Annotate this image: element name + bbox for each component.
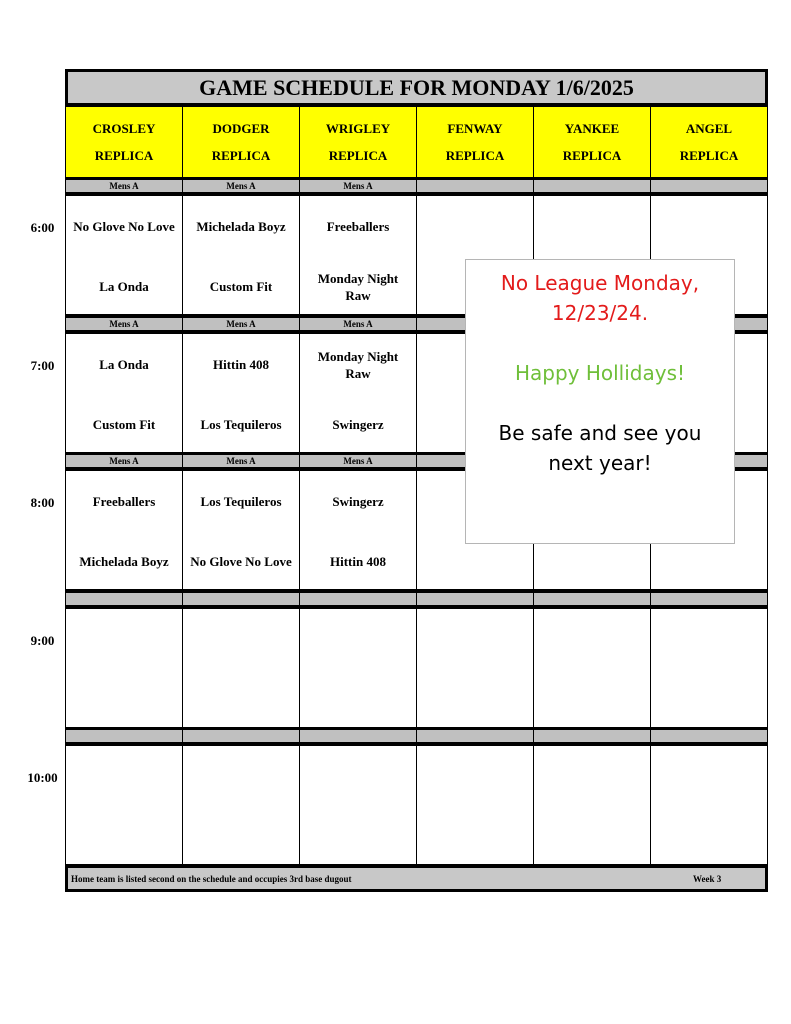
week-label: Week 3 bbox=[693, 874, 722, 884]
division-label bbox=[182, 590, 300, 608]
notice-no-league: No League Monday, 12/23/24. bbox=[500, 271, 700, 325]
time-label: 10:00 bbox=[27, 770, 58, 785]
game-cell bbox=[650, 608, 768, 728]
game-cell bbox=[182, 333, 300, 453]
game-cell bbox=[416, 745, 534, 865]
game-cell bbox=[65, 470, 183, 590]
division-label bbox=[416, 590, 534, 608]
game-cell bbox=[65, 333, 183, 453]
field-name: ANGEL bbox=[685, 121, 733, 136]
division-label bbox=[533, 590, 651, 608]
schedule-footer bbox=[65, 865, 768, 892]
division-label: Mens A bbox=[299, 452, 417, 470]
division-label bbox=[416, 177, 534, 195]
division-label bbox=[182, 727, 300, 745]
away-team: La Onda bbox=[99, 357, 149, 372]
field-sub: REPLICA bbox=[445, 148, 505, 163]
away-team: Los Tequileros bbox=[200, 494, 282, 509]
notice-holidays: Happy Hollidays! bbox=[514, 361, 686, 385]
away-team: Freeballers bbox=[92, 494, 156, 509]
home-team: La Onda bbox=[99, 279, 149, 294]
game-cell bbox=[299, 745, 417, 865]
division-label: Mens A bbox=[299, 315, 417, 333]
division-label bbox=[533, 177, 651, 195]
field-name: DODGER bbox=[212, 121, 270, 136]
game-cell bbox=[65, 745, 183, 865]
away-team: Swingerz bbox=[332, 494, 384, 509]
division-label: Mens A bbox=[65, 177, 183, 195]
away-team: Monday Night Raw bbox=[317, 349, 399, 381]
home-team: Hittin 408 bbox=[330, 554, 386, 569]
game-cell bbox=[650, 745, 768, 865]
away-team: Hittin 408 bbox=[213, 357, 269, 372]
game-cell bbox=[533, 608, 651, 728]
division-label bbox=[416, 727, 534, 745]
division-label bbox=[650, 177, 768, 195]
game-cell bbox=[182, 745, 300, 865]
division-label: Mens A bbox=[182, 452, 300, 470]
field-name: CROSLEY bbox=[92, 121, 156, 136]
field-header-dodger bbox=[182, 106, 300, 178]
field-header-crosley bbox=[65, 106, 183, 178]
notice-box bbox=[465, 259, 735, 544]
game-cell bbox=[299, 470, 417, 590]
division-label: Mens A bbox=[182, 177, 300, 195]
division-label bbox=[65, 727, 183, 745]
field-sub: REPLICA bbox=[679, 148, 739, 163]
footer-note: Home team is listed second on the schedule and occupies 3rd base dugout bbox=[71, 874, 352, 884]
game-cell bbox=[65, 608, 183, 728]
field-sub: REPLICA bbox=[328, 148, 388, 163]
field-header-yankee bbox=[533, 106, 651, 178]
division-label bbox=[299, 590, 417, 608]
time-label: 6:00 bbox=[30, 220, 55, 235]
division-label bbox=[65, 590, 183, 608]
division-label bbox=[650, 727, 768, 745]
field-name: YANKEE bbox=[564, 121, 620, 136]
notice-be-safe: Be safe and see you next year! bbox=[498, 421, 702, 475]
field-sub: REPLICA bbox=[211, 148, 271, 163]
field-name: FENWAY bbox=[447, 121, 503, 136]
field-sub: REPLICA bbox=[562, 148, 622, 163]
division-label bbox=[533, 727, 651, 745]
game-cell bbox=[299, 608, 417, 728]
division-label bbox=[299, 727, 417, 745]
home-team: Custom Fit bbox=[209, 279, 273, 294]
home-team: Custom Fit bbox=[92, 417, 156, 432]
field-sub: REPLICA bbox=[94, 148, 154, 163]
game-cell bbox=[416, 608, 534, 728]
field-header-fenway bbox=[416, 106, 534, 178]
home-team: Swingerz bbox=[332, 417, 384, 432]
division-label: Mens A bbox=[65, 315, 183, 333]
field-header-wrigley bbox=[299, 106, 417, 178]
division-label: Mens A bbox=[299, 177, 417, 195]
time-label: 9:00 bbox=[30, 633, 55, 648]
game-cell bbox=[65, 195, 183, 315]
away-team: No Glove No Love bbox=[73, 219, 175, 234]
home-team: Los Tequileros bbox=[200, 417, 282, 432]
time-label: 7:00 bbox=[30, 358, 55, 373]
away-team: Michelada Boyz bbox=[196, 219, 286, 234]
home-team: Monday Night Raw bbox=[317, 271, 399, 303]
division-label: Mens A bbox=[65, 452, 183, 470]
away-team: Freeballers bbox=[326, 219, 390, 234]
division-label bbox=[650, 590, 768, 608]
game-cell bbox=[533, 745, 651, 865]
field-name: WRIGLEY bbox=[325, 121, 391, 136]
game-cell bbox=[182, 470, 300, 590]
schedule-title: GAME SCHEDULE FOR MONDAY 1/6/2025 bbox=[65, 69, 768, 106]
field-header-angel bbox=[650, 106, 768, 178]
home-team: No Glove No Love bbox=[190, 554, 292, 569]
game-cell bbox=[299, 195, 417, 315]
time-label: 8:00 bbox=[30, 495, 55, 510]
home-team: Michelada Boyz bbox=[79, 554, 169, 569]
game-cell bbox=[182, 195, 300, 315]
game-cell bbox=[299, 333, 417, 453]
division-label: Mens A bbox=[182, 315, 300, 333]
game-cell bbox=[182, 608, 300, 728]
